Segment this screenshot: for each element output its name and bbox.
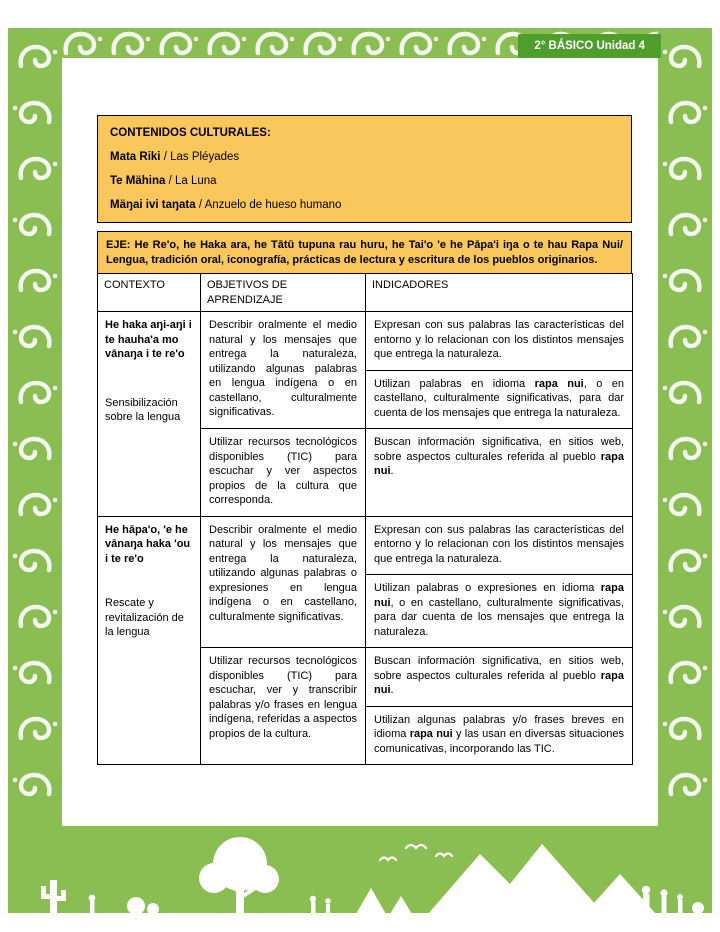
context-title: He haka aŋi-aŋi i te hauha'a mo vānaŋa i te re'o bbox=[105, 319, 192, 360]
unit-badge bbox=[518, 34, 661, 58]
indicator-text: , o en castellano, culturalmente significativas, para dar cuenta de los mensajes que entrega la naturaleza. bbox=[374, 377, 624, 419]
indicator-bold-text: rapa nui bbox=[409, 728, 453, 740]
border-ornament-right bbox=[658, 28, 712, 924]
indicator-cell bbox=[366, 575, 633, 648]
indicator-text: Utilizan palabras o expresiones en idioma bbox=[374, 582, 601, 594]
indicator-bold-text: rapa nui bbox=[374, 582, 624, 609]
indicator-cell bbox=[366, 516, 633, 575]
indicator-text: Expresan con sus palabras las características del entorno y lo relacionan con los distintos mensajes que entrega la naturaleza. bbox=[374, 319, 624, 360]
header-objetivos: OBJETIVOS DE APRENDIZAJE bbox=[201, 274, 366, 312]
indicator-cell bbox=[366, 648, 633, 707]
page-content bbox=[97, 115, 632, 765]
eje-row: EJE: He Re'o, he Haka ara, he Tātū tupuna rau huru, he Tai'o 'e he Pāpa'i iŋa o te hau Rapa Nui/ Lengua, tradición oral, iconografía, prácticas de lectura y escritura de los pueblos originarios. bbox=[97, 231, 632, 274]
cultural-meaning: Las Pléyades bbox=[170, 151, 240, 163]
context-title: He hāpa'o, 'e he vānaŋa haka 'ou i te re'o bbox=[105, 523, 191, 565]
context-cell bbox=[98, 516, 201, 765]
header-indicadores: INDICADORES bbox=[366, 274, 633, 312]
cultural-term: Mata Riki bbox=[110, 151, 161, 163]
indicator-text: y las usan en diversas situaciones comunicativas, incorporando las TIC. bbox=[374, 728, 624, 755]
table-row bbox=[98, 516, 633, 575]
indicator-cell bbox=[366, 312, 633, 371]
cultural-separator: / bbox=[160, 151, 171, 163]
cultural-term: Te Mähina bbox=[110, 175, 166, 187]
unit-badge-label: 2° BÁSICO Unidad 4 bbox=[534, 40, 645, 52]
indicator-text: , o en castellano, culturalmente significativas, para dar cuenta de los mensajes que entrega la naturaleza. bbox=[374, 596, 624, 638]
cultural-separator: / bbox=[195, 199, 205, 211]
context-subtitle: Sensibilización sobre la lengua bbox=[105, 396, 181, 423]
indicator-bold-text: rapa nui bbox=[374, 450, 624, 477]
objective-cell: Describir oralmente el medio natural y los mensajes que entrega la naturaleza, utilizando algunas palabras o expresiones en lengua indígena o en castellano, culturalmente significativas. bbox=[201, 516, 366, 648]
indicator-cell bbox=[366, 370, 633, 429]
indicator-bold-text: rapa nui bbox=[534, 377, 584, 390]
indicator-text: . bbox=[390, 684, 394, 696]
objective-cell: Describir oralmente el medio natural y los mensajes que entrega la naturaleza, utilizando algunas palabras en lengua indígena o en castellano, culturalmente significativas. bbox=[201, 312, 366, 429]
indicator-text: . bbox=[390, 465, 394, 477]
landscape-silhouette-icon bbox=[8, 826, 712, 924]
cultural-contents-title: CONTENIDOS CULTURALES: bbox=[110, 127, 271, 139]
indicator-text: Buscan información significativa, en sitios web, sobre aspectos culturales referida al pueblo bbox=[374, 436, 624, 463]
context-subtitle: Rescate y revitalización de la lengua bbox=[105, 597, 184, 638]
koru-pattern-right-icon bbox=[658, 28, 712, 924]
context-cell bbox=[98, 312, 201, 517]
cultural-item bbox=[110, 150, 619, 165]
objective-cell: Utilizar recursos tecnológicos disponibles (TIC) para escuchar, ver y transcribir palabras y/o frases en lengua indígena, referidas a aspectos propios de la cultura. bbox=[201, 648, 366, 765]
cultural-term: Mäŋai ivi taŋata bbox=[110, 199, 196, 211]
indicator-cell bbox=[366, 706, 633, 765]
cultural-item bbox=[110, 174, 619, 189]
indicator-text: Utilizan algunas palabras y/o frases breves en idioma bbox=[374, 713, 624, 740]
objective-cell: Utilizar recursos tecnológicos disponibles (TIC) para escuchar y ver aspectos propios de la cultura que corresponda. bbox=[201, 429, 366, 517]
cultural-contents-box bbox=[97, 115, 632, 223]
indicator-bold-text: rapa nui bbox=[374, 669, 624, 696]
cultural-item bbox=[110, 198, 619, 213]
indicator-cell bbox=[366, 429, 633, 517]
cultural-meaning: Anzuelo de hueso humano bbox=[204, 199, 342, 211]
border-ornament-left bbox=[8, 28, 62, 924]
indicator-text: Expresan con sus palabras las características del entorno y lo relacionan con los distintos mensajes que entrega la naturaleza. bbox=[374, 523, 624, 565]
cultural-meaning: La Luna bbox=[174, 175, 217, 187]
indicator-text: Buscan información significativa, en sitios web, sobre aspectos culturales referida al pueblo bbox=[374, 655, 624, 682]
curriculum-table bbox=[97, 273, 633, 765]
header-contexto: CONTEXTO bbox=[98, 274, 201, 312]
border-ornament-bottom bbox=[8, 826, 712, 924]
cultural-separator: / bbox=[165, 175, 175, 187]
table-row bbox=[98, 312, 633, 371]
koru-pattern-left-icon bbox=[8, 28, 62, 924]
indicator-text: Utilizan palabras en idioma bbox=[374, 377, 535, 390]
table-header-row bbox=[98, 274, 633, 312]
